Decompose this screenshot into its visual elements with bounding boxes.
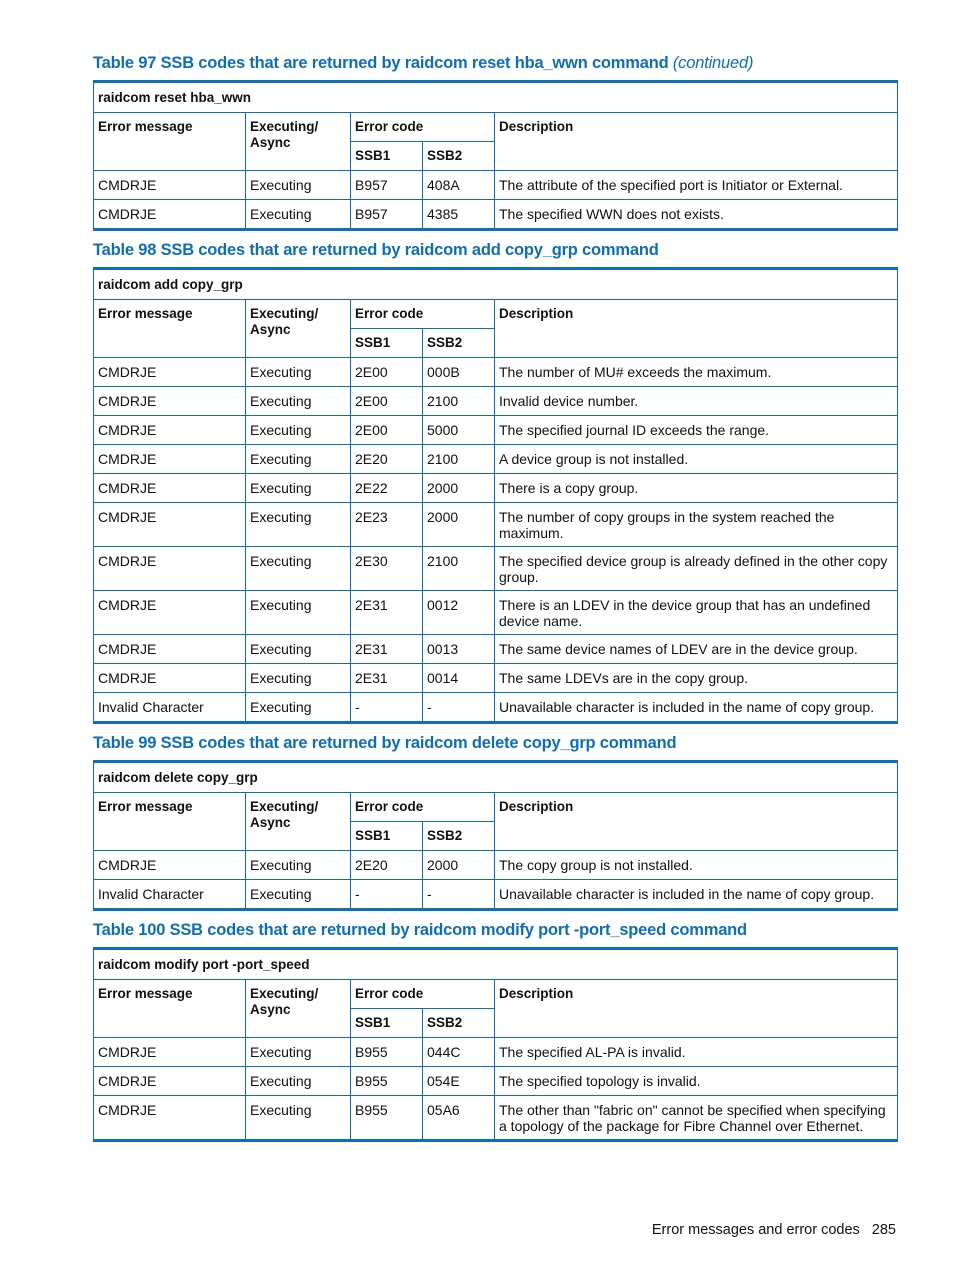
document-page — [93, 52, 897, 1150]
cell-ssb2: 05A6 — [423, 1096, 495, 1141]
cell-description: Invalid device number. — [495, 387, 898, 416]
table-row — [94, 358, 898, 387]
cell-description: A device group is not installed. — [495, 445, 898, 474]
cell-error-message: CMDRJE — [94, 416, 246, 445]
cell-error-message: CMDRJE — [94, 851, 246, 880]
table-caption-text: Table 99 SSB codes that are returned by raidcom delete copy_grp command — [93, 734, 677, 752]
header-error-message: Error message — [94, 980, 246, 1038]
cell-ssb2: 0014 — [423, 664, 495, 693]
cell-error-message: CMDRJE — [94, 200, 246, 230]
cell-ssb1: 2E31 — [351, 664, 423, 693]
cell-description: The copy group is not installed. — [495, 851, 898, 880]
header-error-message: Error message — [94, 113, 246, 171]
table-row — [94, 200, 898, 230]
header-executing-async: Executing/ Async — [246, 980, 351, 1038]
ssb-codes-table — [93, 760, 898, 911]
table-row — [94, 693, 898, 723]
header-executing-async: Executing/ Async — [246, 113, 351, 171]
cell-error-message: CMDRJE — [94, 591, 246, 635]
cell-ssb2: - — [423, 693, 495, 723]
cell-executing: Executing — [246, 591, 351, 635]
cell-ssb1: - — [351, 880, 423, 910]
header-ssb2: SSB2 — [423, 142, 495, 171]
cell-executing: Executing — [246, 1038, 351, 1067]
cell-executing: Executing — [246, 880, 351, 910]
header-description: Description — [495, 113, 898, 171]
command-header: raidcom modify port -port_speed — [94, 949, 898, 980]
cell-executing: Executing — [246, 1067, 351, 1096]
cell-executing: Executing — [246, 851, 351, 880]
cell-error-message: CMDRJE — [94, 1038, 246, 1067]
cell-ssb1: 2E23 — [351, 503, 423, 547]
cell-description: The other than "fabric on" cannot be specified when specifying a topology of the package for Fibre Channel over Ethernet. — [495, 1096, 898, 1141]
header-ssb1: SSB1 — [351, 142, 423, 171]
command-header: raidcom add copy_grp — [94, 269, 898, 300]
table-caption-text: Table 100 SSB codes that are returned by raidcom modify port -port_speed command — [93, 921, 747, 939]
table-row — [94, 1067, 898, 1096]
cell-description: The same LDEVs are in the copy group. — [495, 664, 898, 693]
cell-ssb1: 2E20 — [351, 445, 423, 474]
header-description: Description — [495, 793, 898, 851]
cell-description: Unavailable character is included in the name of copy group. — [495, 880, 898, 910]
cell-ssb1: 2E22 — [351, 474, 423, 503]
cell-error-message: Invalid Character — [94, 880, 246, 910]
table-caption — [93, 239, 897, 261]
cell-executing: Executing — [246, 693, 351, 723]
cell-ssb2: 0013 — [423, 635, 495, 664]
header-executing-async: Executing/ Async — [246, 300, 351, 358]
cell-error-message: CMDRJE — [94, 358, 246, 387]
cell-description: The number of copy groups in the system reached the maximum. — [495, 503, 898, 547]
cell-ssb2: 2100 — [423, 387, 495, 416]
table-row — [94, 635, 898, 664]
cell-executing: Executing — [246, 358, 351, 387]
ssb-codes-table — [93, 947, 898, 1142]
cell-executing: Executing — [246, 416, 351, 445]
header-error-code: Error code — [351, 300, 495, 329]
table-row — [94, 416, 898, 445]
header-error-code: Error code — [351, 980, 495, 1009]
table-row — [94, 547, 898, 591]
cell-description: The same device names of LDEV are in the device group. — [495, 635, 898, 664]
table-row — [94, 851, 898, 880]
cell-error-message: CMDRJE — [94, 387, 246, 416]
table-row — [94, 1096, 898, 1141]
header-ssb1: SSB1 — [351, 1009, 423, 1038]
cell-ssb2: 054E — [423, 1067, 495, 1096]
table-caption-text: Table 97 SSB codes that are returned by raidcom reset hba_wwn command — [93, 54, 669, 72]
cell-executing: Executing — [246, 445, 351, 474]
header-ssb2: SSB2 — [423, 329, 495, 358]
cell-executing: Executing — [246, 387, 351, 416]
cell-ssb1: 2E31 — [351, 591, 423, 635]
cell-executing: Executing — [246, 1096, 351, 1141]
cell-ssb2: 0012 — [423, 591, 495, 635]
cell-ssb2: 000B — [423, 358, 495, 387]
cell-ssb2: 4385 — [423, 200, 495, 230]
cell-ssb1: 2E00 — [351, 387, 423, 416]
cell-error-message: CMDRJE — [94, 474, 246, 503]
cell-description: The specified journal ID exceeds the range. — [495, 416, 898, 445]
cell-executing: Executing — [246, 200, 351, 230]
header-executing-async: Executing/ Async — [246, 793, 351, 851]
cell-ssb1: 2E20 — [351, 851, 423, 880]
cell-ssb2: 044C — [423, 1038, 495, 1067]
cell-ssb1: 2E31 — [351, 635, 423, 664]
table-caption-text: Table 98 SSB codes that are returned by raidcom add copy_grp command — [93, 241, 659, 259]
cell-ssb1: B957 — [351, 171, 423, 200]
cell-executing: Executing — [246, 664, 351, 693]
ssb-codes-table — [93, 80, 898, 231]
cell-error-message: Invalid Character — [94, 693, 246, 723]
header-error-code: Error code — [351, 113, 495, 142]
header-ssb1: SSB1 — [351, 822, 423, 851]
cell-error-message: CMDRJE — [94, 1067, 246, 1096]
table-row — [94, 474, 898, 503]
table-caption-continued: (continued) — [672, 54, 754, 72]
page-footer — [652, 1222, 896, 1238]
cell-description: The specified device group is already defined in the other copy group. — [495, 547, 898, 591]
header-error-message: Error message — [94, 300, 246, 358]
table-caption — [93, 52, 897, 74]
table-row — [94, 503, 898, 547]
header-description: Description — [495, 300, 898, 358]
cell-ssb2: 2100 — [423, 547, 495, 591]
header-error-code: Error code — [351, 793, 495, 822]
cell-ssb1: 2E30 — [351, 547, 423, 591]
cell-ssb2: 5000 — [423, 416, 495, 445]
table-caption — [93, 919, 897, 941]
table-row — [94, 664, 898, 693]
cell-error-message: CMDRJE — [94, 445, 246, 474]
cell-ssb2: 2100 — [423, 445, 495, 474]
cell-error-message: CMDRJE — [94, 1096, 246, 1141]
header-ssb2: SSB2 — [423, 1009, 495, 1038]
cell-ssb1: B957 — [351, 200, 423, 230]
cell-description: The specified AL-PA is invalid. — [495, 1038, 898, 1067]
cell-executing: Executing — [246, 474, 351, 503]
cell-ssb1: 2E00 — [351, 416, 423, 445]
cell-description: The specified topology is invalid. — [495, 1067, 898, 1096]
cell-description: The specified WWN does not exists. — [495, 200, 898, 230]
cell-ssb1: B955 — [351, 1067, 423, 1096]
cell-executing: Executing — [246, 635, 351, 664]
command-header: raidcom delete copy_grp — [94, 762, 898, 793]
table-caption — [93, 732, 897, 754]
command-header: raidcom reset hba_wwn — [94, 82, 898, 113]
cell-description: There is a copy group. — [495, 474, 898, 503]
table-row — [94, 171, 898, 200]
cell-ssb1: B955 — [351, 1096, 423, 1141]
cell-error-message: CMDRJE — [94, 635, 246, 664]
cell-executing: Executing — [246, 503, 351, 547]
header-ssb1: SSB1 — [351, 329, 423, 358]
cell-ssb2: 2000 — [423, 851, 495, 880]
cell-description: There is an LDEV in the device group that has an undefined device name. — [495, 591, 898, 635]
cell-error-message: CMDRJE — [94, 664, 246, 693]
cell-ssb2: - — [423, 880, 495, 910]
table-row — [94, 387, 898, 416]
cell-ssb1: 2E00 — [351, 358, 423, 387]
header-error-message: Error message — [94, 793, 246, 851]
table-row — [94, 591, 898, 635]
cell-ssb2: 408A — [423, 171, 495, 200]
cell-ssb1: - — [351, 693, 423, 723]
cell-error-message: CMDRJE — [94, 503, 246, 547]
cell-error-message: CMDRJE — [94, 547, 246, 591]
cell-description: The attribute of the specified port is Initiator or External. — [495, 171, 898, 200]
cell-ssb2: 2000 — [423, 474, 495, 503]
cell-ssb1: B955 — [351, 1038, 423, 1067]
cell-executing: Executing — [246, 547, 351, 591]
table-row — [94, 1038, 898, 1067]
table-row — [94, 445, 898, 474]
ssb-codes-table — [93, 267, 898, 724]
cell-error-message: CMDRJE — [94, 171, 246, 200]
header-ssb2: SSB2 — [423, 822, 495, 851]
header-description: Description — [495, 980, 898, 1038]
cell-description: Unavailable character is included in the name of copy group. — [495, 693, 898, 723]
footer-section-title: Error messages and error codes — [651, 1222, 860, 1238]
cell-ssb2: 2000 — [423, 503, 495, 547]
table-row — [94, 880, 898, 910]
page-number: 285 — [871, 1222, 896, 1238]
cell-description: The number of MU# exceeds the maximum. — [495, 358, 898, 387]
cell-executing: Executing — [246, 171, 351, 200]
